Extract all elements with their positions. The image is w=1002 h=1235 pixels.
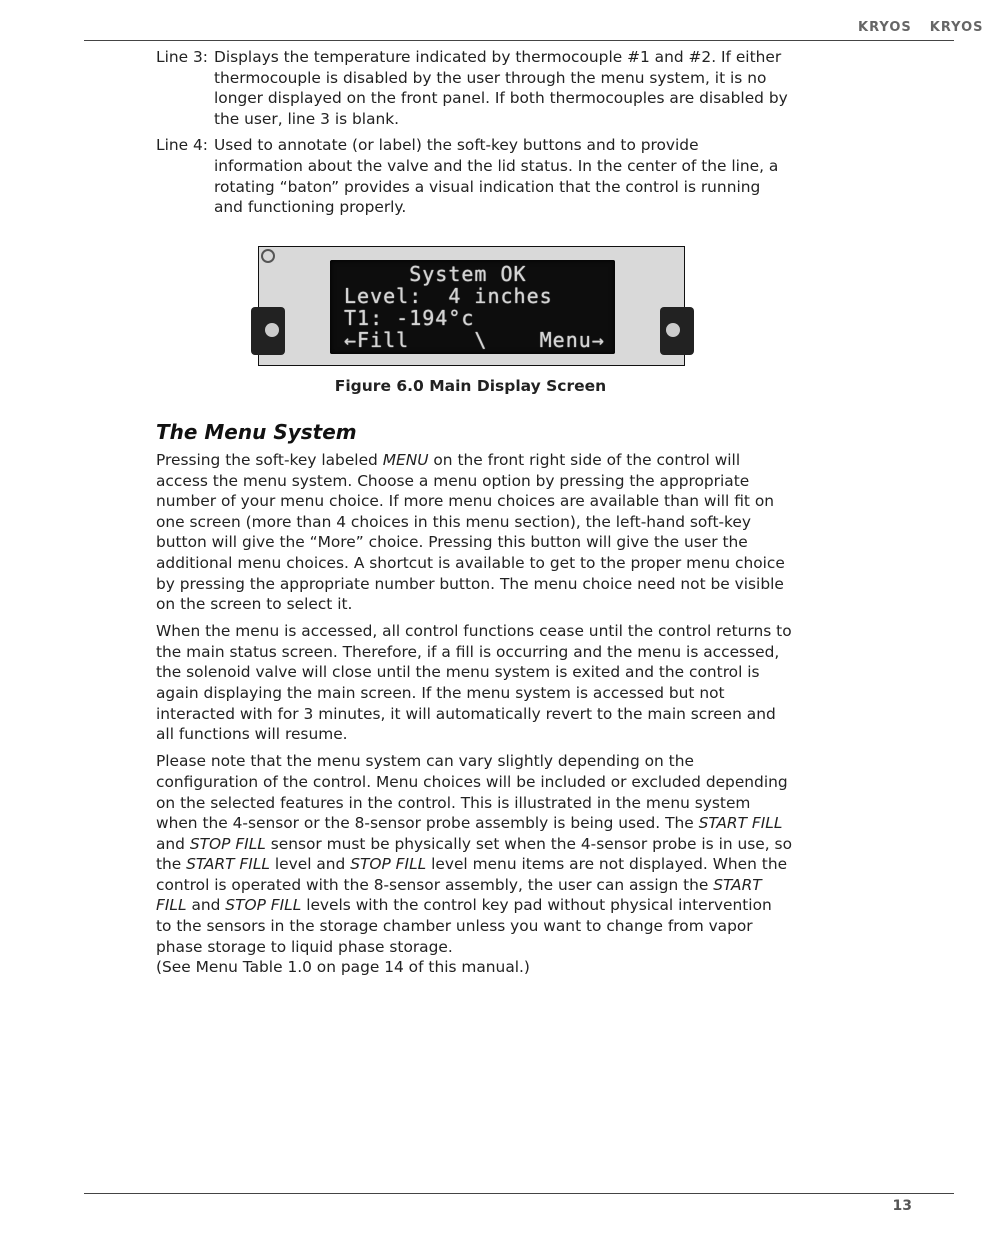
paragraph-2: When the menu is accessed, all control functions cease until the control returns to the main status screen. Therefore, if a fill is occurring and the menu is accessed, the solenoid valve will close until the menu system is exited and the control is again displaying the main screen. If the menu system is accessed but not interacted with for 3 minutes, it will automatically revert to the main screen and all functions will resume. [156,622,792,744]
header-rule [84,40,954,41]
definition-text: Displays the temperature indicated by thermocouple #1 and #2. If either thermocouple is disabled by the user through the menu system, it is no longer displayed on the front panel. If both thermocouples are disabled by the user, line 3 is blank. [214,48,788,128]
paragraph-3: Please note that the menu system can vary slightly depending on the configuration of the control. Menu choices will be included or excluded depending on the selected features in the control. This is illustrated in the menu system when the 4-sensor or the 8-sensor probe assembly is being used. The START FILL and STOP FILL sensor must be physically set when the 4-sensor probe is in use, so the START FILL level and STOP FILL level menu items are not displayed. When the control is operated with the 8-sensor assembly, the user can assign the START FILL and STOP FILL levels with the control key pad without physical intervention to the sensors in the storage chamber unless you want to change from vapor phase storage to liquid phase storage. (See Menu Table 1.0 on page 14 of this manual.) [156,752,792,977]
lcd-screen [330,260,615,354]
brand-name-repeat: KRYOS [929,20,984,35]
header-brand [858,20,984,35]
lcd-line-1: System OK [344,262,527,286]
definition-term: Line 3: [156,48,208,66]
section-title: The Menu System [156,420,357,444]
definition-text: Used to annotate (or label) the soft-key buttons and to provide information about the valve and the lid status. In the center of the line, a rotating “baton” provides a visual indication that the control is running and functioning properly. [214,136,779,217]
lcd-line-3: T1: -194°c [344,306,475,330]
section-body [156,450,792,984]
definition-list [156,47,792,224]
definition-line-3 [156,47,792,129]
page-number: 13 [892,1198,912,1214]
footer-rule [84,1193,954,1194]
definition-term: Line 4: [156,136,208,155]
main-display-photo [258,246,685,366]
brand-name: KRYOS [858,20,912,35]
paragraph-1: Pressing the soft-key labeled MENU on the front right side of the control will access the menu system. Choose a menu option by pressing the appropriate number of your menu choice. If more menu choices are available than will fit on one screen (more than 4 choices in this menu section), the left-hand soft-key button will give the “More” choice. Pressing this button will give the user the additional menu choices. A shortcut is available to get to the proper menu choice by pressing the appropriate number button. The menu choice need not be visible on the screen to select it. [156,451,785,614]
right-soft-key-icon [660,307,694,355]
left-soft-key-icon [251,307,285,355]
definition-line-4 [156,135,792,217]
lcd-line-2: Level: 4 inches [344,284,553,308]
screw-icon [261,249,275,263]
lcd-line-4: ←Fill \ Menu→ [344,328,605,352]
figure-caption: Figure 6.0 Main Display Screen [334,377,607,395]
